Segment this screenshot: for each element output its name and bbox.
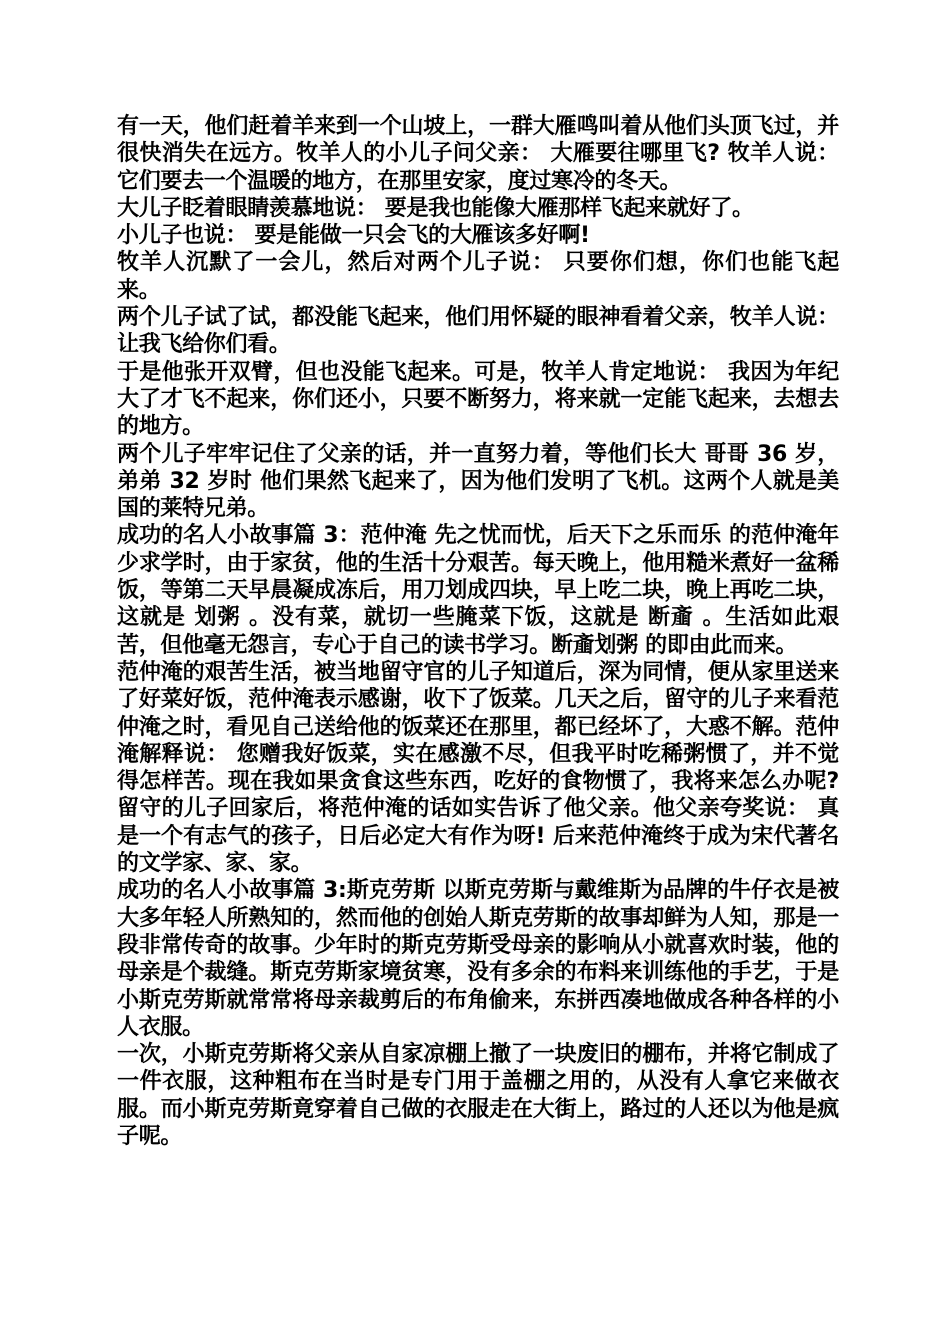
paragraph-8: 成功的名人小故事篇 3：范仲淹 先之忧而忧，后天下之乐而乐 的范仲淹年少求学时，由于家贫，他的生活十分艰苦。每天晚上，他用糙米煮好一盆稀饭，等第二天早晨凝成冻后，用刀划成四块，早上吃二块，晚上再吃二块，这就是 划粥 。没有菜，就切一些腌菜下饭，这就是 断齑 。生活如此艰苦，但他毫无怨言，专心于自己的读书学习。断齑划粥 的即由此而来。	[117, 523, 839, 658]
paragraph-5: 两个儿子试了试，都没能飞起来，他们用怀疑的眼神看着父亲，牧羊人说： 让我飞给你们看。	[117, 305, 839, 358]
paragraph-11: 一次，小斯克劳斯将父亲从自家凉棚上撤了一块废旧的棚布，并将它制成了一件衣服，这种粗布在当时是专门用于盖棚之用的，从没有人拿它来做衣服。而小斯克劳斯竟穿着自己做的衣服走在大街上，路过的人还以为他是疯子呢。	[117, 1042, 839, 1149]
paragraph-6: 于是他张开双臂，但也没能飞起来。可是，牧羊人肯定地说： 我因为年纪大了才飞不起来，你们还小，只要不断努力，将来就一定能飞起来，去想去的地方。	[117, 359, 839, 440]
document-page	[117, 113, 839, 1150]
paragraph-3: 小儿子也说： 要是能做一只会飞的大雁该多好啊!	[117, 223, 590, 249]
paragraph-9: 范仲淹的艰苦生活，被当地留守官的儿子知道后，深为同情，便从家里送来了好菜好饭，范仲淹表示感谢，收下了饭菜。几天之后，留守的儿子来看范仲淹之时，看见自己送给他的饭菜还在那里，都已经坏了，大惑不解。范仲淹解释说： 您赠我好饭菜，实在感激不尽，但我平时吃稀粥惯了，并不觉得怎样苦。现在我如果贪食这些东西，吃好的食物惯了，我将来怎么办呢? 留守的儿子回家后，将范仲淹的话如实告诉了他父亲。他父亲夸奖说： 真是一个有志气的孩子，日后必定大有作为呀! 后来范仲淹终于成为宋代著名的文学家、家、家。	[117, 659, 839, 877]
paragraph-4: 牧羊人沉默了一会儿，然后对两个儿子说： 只要你们想，你们也能飞起来。	[117, 250, 839, 303]
paragraph-2: 大儿子眨着眼睛羡慕地说： 要是我也能像大雁那样飞起来就好了。	[117, 195, 754, 221]
paragraph-1: 有一天，他们赶着羊来到一个山坡上，一群大雁鸣叫着从他们头顶飞过，并很快消失在远方。牧羊人的小儿子问父亲： 大雁要往哪里飞? 牧羊人说： 它们要去一个温暖的地方，在那里安家，度过寒冷的冬天。	[117, 114, 839, 194]
paragraph-10: 成功的名人小故事篇 3:斯克劳斯 以斯克劳斯与戴维斯为品牌的牛仔衣是被大多年轻人所熟知的，然而他的创始人斯克劳斯的故事却鲜为人知，那是一段非常传奇的故事。少年时的斯克劳斯受母亲的影响从小就喜欢时装，他的母亲是个裁缝。斯克劳斯家境贫寒，没有多余的布料来训练他的手艺，于是小斯克劳斯就常常将母亲裁剪后的布角偷来，东拼西凑地做成各种各样的小人衣服。	[117, 878, 839, 1040]
paragraph-7: 两个儿子牢牢记住了父亲的话，并一直努力着，等他们长大 哥哥 36 岁，弟弟 32 岁时 他们果然飞起来了，因为他们发明了飞机。这两个人就是美国的莱特兄弟。	[117, 441, 839, 522]
